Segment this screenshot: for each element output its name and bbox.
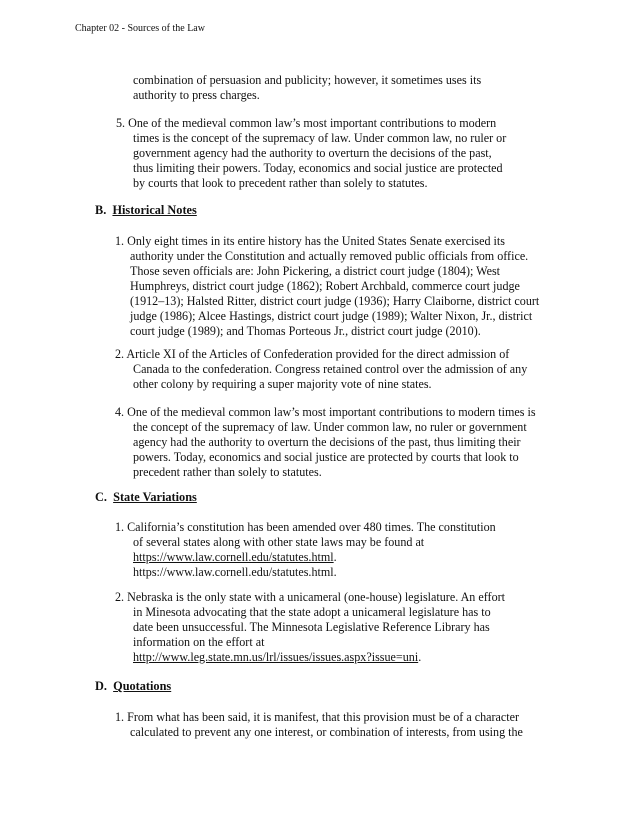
text-line: powers. Today, economics and social justice are protected by courts that look to [133,450,519,464]
list-item-c2 [115,590,505,665]
section-letter: B. [95,203,107,217]
text-line: of several states along with other state laws may be found at [133,535,425,549]
text-line: information on the effort at [133,635,265,649]
text-line: the concept of the supremacy of law. Under common law, no ruler or government [133,420,527,434]
text-line: in Minesota advocating that the state adopt a unicameral legislature has to [133,605,491,619]
list-item-b2 [115,347,527,392]
text-line: other colony by requiring a super majority vote of nine states. [133,377,432,391]
text-line: judge (1986); Alcee Hastings, district court judge (1989); Walter Nixon, Jr., district [130,309,533,323]
text-line: agency had the authority to overturn the decisions of the past, thus limiting their [133,435,521,449]
text-line: 1. From what has been said, it is manifest, that this provision must be of a character [115,710,520,724]
cornell-statutes-link[interactable]: https://www.law.cornell.edu/statutes.html [133,550,334,564]
text-line: precedent rather than solely to statutes. [133,465,322,479]
text-line: date been unsuccessful. The Minnesota Legislative Reference Library has [133,620,490,634]
section-heading-quotations [95,679,171,694]
list-item-d1 [115,710,523,740]
text-line: 4. One of the medieval common law’s most important contributions to modern times is [115,405,536,419]
list-item-b1 [115,234,539,339]
text-line: by courts that look to precedent rather than solely to statutes. [133,176,428,190]
text-line: 5. One of the medieval common law’s most important contributions to modern [116,116,497,130]
list-item-a5 [116,116,506,191]
text-line: Those seven officials are: John Pickering, a district court judge (1804); West [130,264,501,278]
section-heading-historical-notes [95,203,197,218]
text-line: 2. Article XI of the Articles of Confederation provided for the direct admission of [115,347,510,361]
text-line: times is the concept of the supremacy of law. Under common law, no ruler or [133,131,507,145]
text-line: government agency had the authority to overturn the decisions of the past, [133,146,492,160]
section-heading-state-variations [95,490,197,505]
list-item-b4 [115,405,536,480]
text-line: combination of persuasion and publicity; however, it sometimes uses its [133,73,482,87]
text-line: https://www.law.cornell.edu/statutes.html. [133,565,337,579]
section-letter: C. [95,490,107,504]
text-line: (1912–13); Halsted Ritter, district court judge (1936); Harry Claiborne, district court [130,294,540,308]
text-line: calculated to prevent any one interest, or combination of interests, from using the [130,725,523,739]
link-period: . [418,650,422,664]
section-title: Historical Notes [112,203,197,217]
text-line: Canada to the confederation. Congress retained control over the admission of any [133,362,528,376]
text-line: authority under the Constitution and actually removed public officials from office. [130,249,529,263]
section-letter: D. [95,679,107,693]
list-item-c1 [115,520,496,580]
text-line: 1. Only eight times in its entire history has the United States Senate exercised its [115,234,505,248]
mn-legislature-link[interactable]: http://www.leg.state.mn.us/lrl/issues/issues.aspx?issue=uni [133,650,419,664]
text-line: Humphreys, district court judge (1862); Robert Archbald, commerce court judge [130,279,520,293]
section-title: Quotations [113,679,172,693]
link-period: . [333,550,337,564]
intro-paragraph [133,73,481,103]
text-line: thus limiting their powers. Today, economics and social justice are protected [133,161,503,175]
text-line: 1. California’s constitution has been amended over 480 times. The constitution [115,520,496,534]
text-line: court judge (1989); and Thomas Porteous Jr., district court judge (2010). [130,324,481,338]
page-header: Chapter 02 - Sources of the Law [75,23,205,34]
text-line: 2. Nebraska is the only state with a unicameral (one-house) legislature. An effort [115,590,506,604]
text-line: authority to press charges. [133,88,260,102]
section-title: State Variations [113,490,197,504]
